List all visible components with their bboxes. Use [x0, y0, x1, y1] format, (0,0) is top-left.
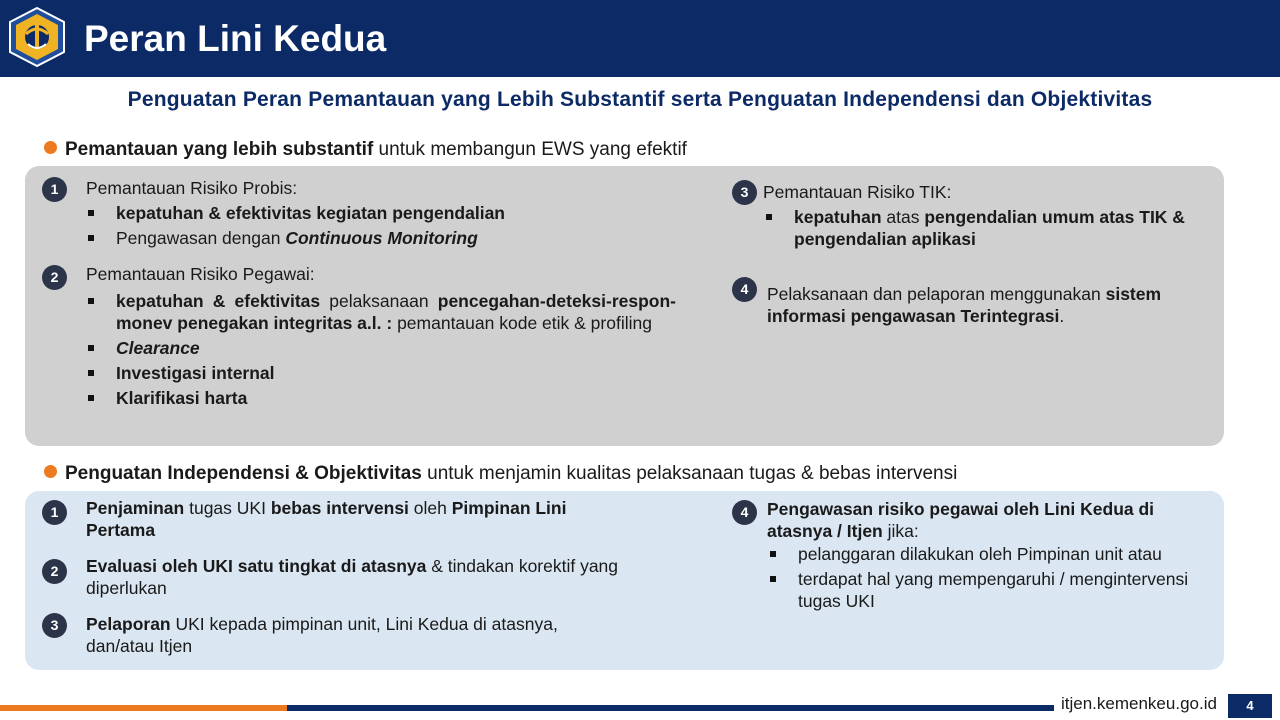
pengawasan-text: Pengawasan risiko pegawai oleh Lini Kedua di atasnya / Itjen jika: [767, 499, 1155, 541]
section1-heading-bold: Pemantauan yang lebih substantif [65, 139, 374, 160]
page-number: 4 [1228, 694, 1272, 718]
list-item: kepatuhan & efektivitas kegiatan pengendalian [86, 202, 686, 224]
page-title: Peran Lini Kedua [84, 18, 387, 59]
list-item: kepatuhan & efektivitas pelaksanaan pencegahan-deteksi-respon-monev penegakan integritas a.l. : pemantauan kode etik & profiling [86, 290, 676, 334]
pegawai-list [86, 290, 676, 412]
list-item: Clearance [86, 337, 676, 359]
list-item: Investigasi internal [86, 362, 676, 384]
number-badge-4: 4 [732, 500, 757, 525]
list-item: pelanggaran dilakukan oleh Pimpinan unit atau [768, 543, 1198, 565]
penjaminan-text: Penjaminan tugas UKI bebas intervensi oleh Pimpinan Lini Pertama [86, 498, 567, 540]
number-badge-3: 3 [42, 613, 67, 638]
subtitle: Penguatan Peran Pemantauan yang Lebih Substantif serta Penguatan Independensi dan Objektivitas [127, 88, 1153, 111]
section2-heading [44, 462, 957, 486]
footer-url: itjen.kemenkeu.go.id [1061, 694, 1217, 713]
section2-heading-rest: untuk menjamin kualitas pelaksanaan tugas & bebas intervensi [421, 463, 958, 484]
section1-heading [44, 138, 687, 162]
tik-list [764, 206, 1194, 253]
tik-title: Pemantauan Risiko TIK: [763, 182, 952, 202]
kemenkeu-emblem-icon [6, 6, 68, 68]
header-bar [0, 0, 1280, 77]
number-badge-3: 3 [732, 180, 757, 205]
bullet-dot-icon [44, 465, 57, 478]
number-badge-1: 1 [42, 177, 67, 202]
list-item: kepatuhan atas pengendalian umum atas TIK & pengendalian aplikasi [764, 206, 1194, 250]
pelaporan-text: Pelaporan UKI kepada pimpinan unit, Lini Kedua di atasnya, dan/atau Itjen [86, 614, 558, 656]
section1-heading-rest: untuk membangun EWS yang efektif [373, 139, 687, 160]
sistem-info-text: Pelaksanaan dan pelaporan menggunakan sistem informasi pengawasan Terintegrasi. [767, 284, 1162, 326]
footer-line [287, 705, 1054, 711]
number-badge-1: 1 [42, 500, 67, 525]
number-badge-4: 4 [732, 277, 757, 302]
evaluasi-text: Evaluasi oleh UKI satu tingkat di atasnya & tindakan korektif yang diperlukan [86, 556, 619, 598]
probis-title: Pemantauan Risiko Probis: [86, 178, 298, 198]
number-badge-2: 2 [42, 559, 67, 584]
section2-heading-bold: Penguatan Independensi & Objektivitas [65, 463, 422, 484]
list-item: Klarifikasi harta [86, 387, 676, 409]
list-item: Pengawasan dengan Continuous Monitoring [86, 227, 686, 249]
number-badge-2: 2 [42, 265, 67, 290]
probis-list [86, 202, 686, 252]
pegawai-title: Pemantauan Risiko Pegawai: [86, 264, 315, 284]
list-item: terdapat hal yang mempengaruhi / mengintervensi tugas UKI [768, 568, 1198, 612]
bullet-dot-icon [44, 141, 57, 154]
pengawasan-list [768, 543, 1198, 615]
footer-accent-line [0, 705, 287, 711]
